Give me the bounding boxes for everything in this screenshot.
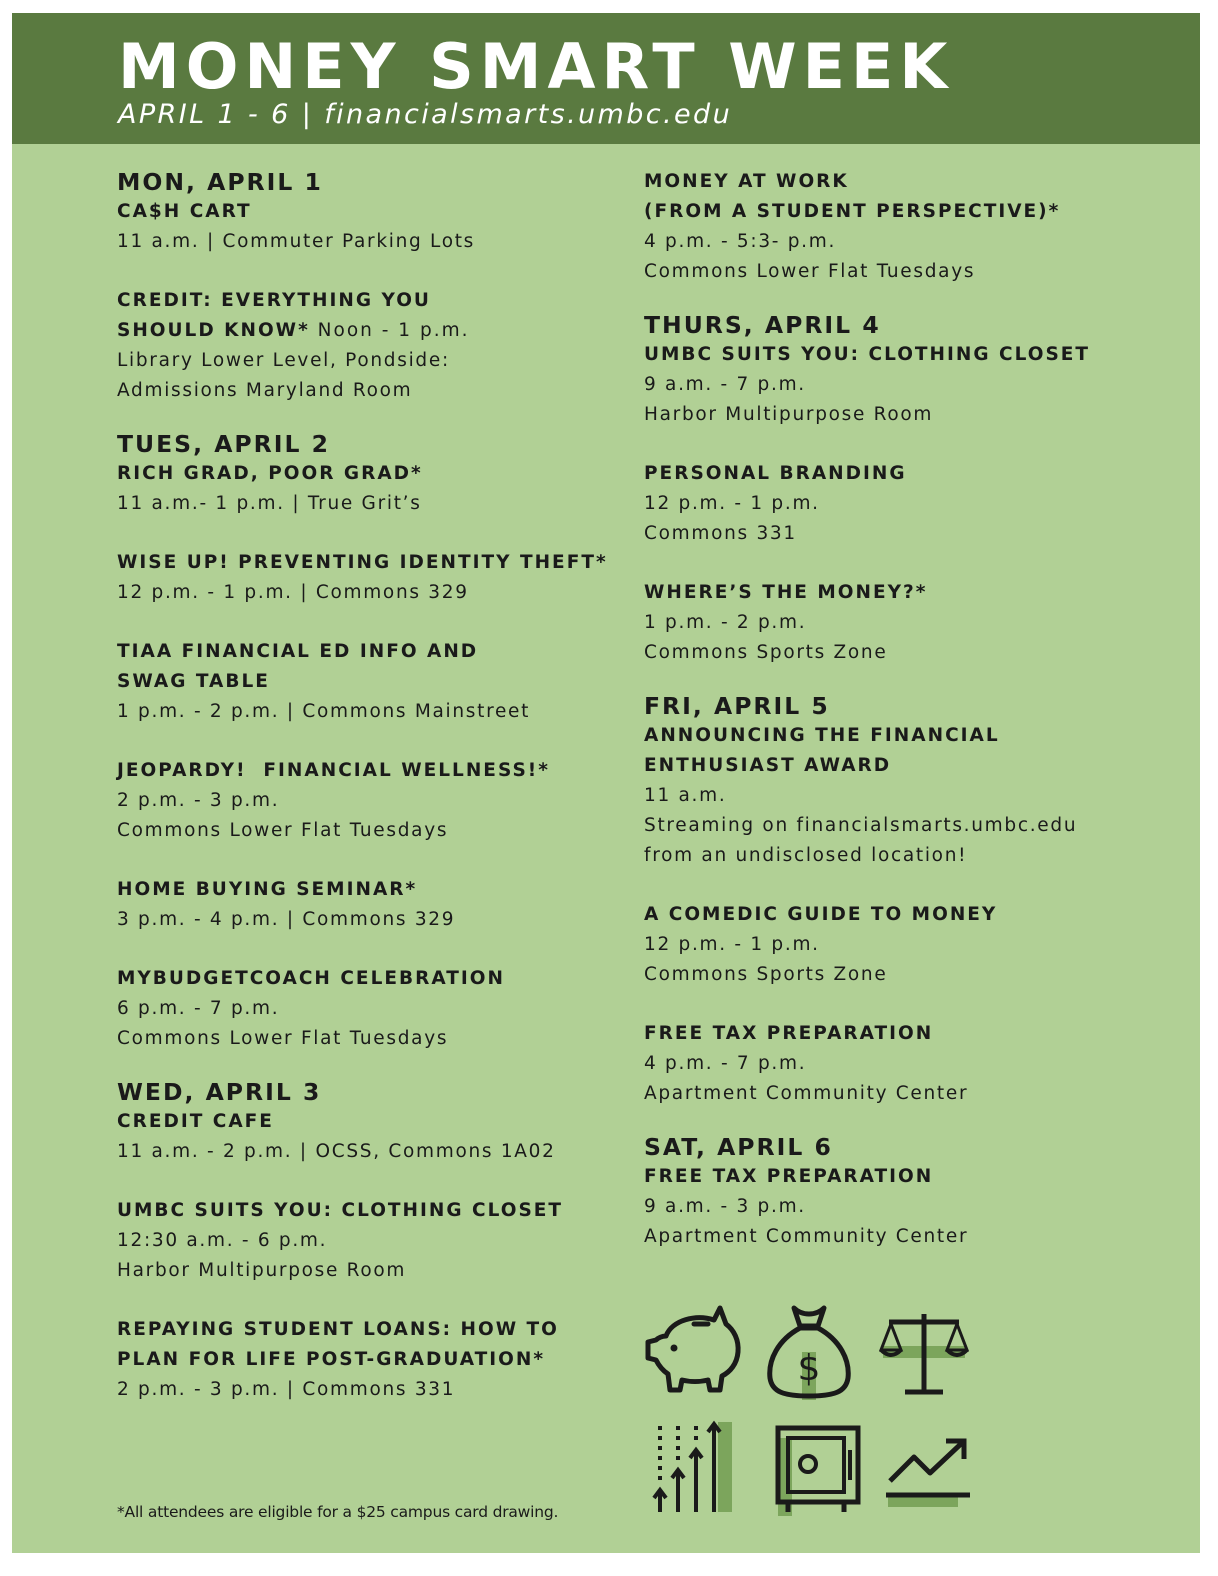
event-item: [644, 340, 1164, 430]
scales-icon: [879, 1306, 969, 1398]
event-title: MYBUDGETCOACH CELEBRATION: [117, 968, 505, 989]
event-detail: Harbor Multipurpose Room: [117, 1260, 407, 1281]
event-detail: 12 p.m. - 1 p.m.: [644, 493, 820, 514]
event-item: [117, 964, 622, 1054]
day-heading-tue: TUES, APRIL 2: [117, 430, 330, 458]
day-heading-wed: WED, APRIL 3: [117, 1078, 322, 1106]
event-title: CREDIT: EVERYTHING YOU: [117, 290, 431, 311]
event-title-with-time: [117, 316, 622, 346]
page-title: MONEY SMART WEEK: [118, 30, 954, 103]
svg-text:$: $: [797, 1348, 821, 1389]
day-heading-sat: SAT, APRIL 6: [644, 1133, 833, 1161]
event-detail: Apartment Community Center: [644, 1226, 969, 1247]
event-detail: 12 p.m. - 1 p.m.: [644, 934, 820, 955]
event-item: [117, 1315, 622, 1405]
flyer-page: [12, 13, 1200, 1553]
event-detail: Streaming on financialsmarts.umbc.edu: [644, 815, 1078, 836]
event-detail: 1 p.m. - 2 p.m. | Commons Mainstreet: [117, 701, 531, 722]
event-item: [117, 548, 622, 608]
event-detail: Commons Lower Flat Tuesdays: [117, 1028, 449, 1049]
event-detail: Library Lower Level, Pondside:: [117, 350, 450, 371]
event-title: WISE UP! PREVENTING IDENTITY THEFT*: [117, 552, 608, 573]
event-item: [117, 459, 622, 519]
event-title: ENTHUSIAST AWARD: [644, 755, 892, 776]
event-item: [117, 875, 622, 935]
event-title: A COMEDIC GUIDE TO MONEY: [644, 904, 998, 925]
event-detail: 11 a.m.- 1 p.m. | True Grit’s: [117, 493, 422, 514]
event-detail: 9 a.m. - 7 p.m.: [644, 374, 806, 395]
schedule-left-column: [117, 167, 622, 1405]
event-detail: from an undisclosed location!: [644, 845, 968, 866]
event-detail: 12 p.m. - 1 p.m. | Commons 329: [117, 582, 469, 603]
event-item: [644, 1162, 1164, 1252]
event-title: RICH GRAD, POOR GRAD*: [117, 463, 423, 484]
event-detail: 4 p.m. - 5:3- p.m.: [644, 231, 837, 252]
event-detail: 3 p.m. - 4 p.m. | Commons 329: [117, 909, 456, 930]
day-heading-fri: FRI, APRIL 5: [644, 692, 830, 720]
event-detail: 2 p.m. - 3 p.m.: [117, 790, 280, 811]
piggy-bank-icon: [644, 1298, 744, 1398]
event-detail: 12:30 a.m. - 6 p.m.: [117, 1230, 328, 1251]
event-title: HOME BUYING SEMINAR*: [117, 879, 418, 900]
event-detail: Harbor Multipurpose Room: [644, 404, 934, 425]
event-title: UMBC SUITS YOU: CLOTHING CLOSET: [644, 344, 1091, 365]
event-title: PLAN FOR LIFE POST-GRADUATION*: [117, 1349, 546, 1370]
day-heading-thu: THURS, APRIL 4: [644, 311, 881, 339]
event-title: FREE TAX PREPARATION: [644, 1023, 934, 1044]
event-item: [644, 459, 1164, 549]
event-item: [117, 197, 622, 257]
page-subtitle: APRIL 1 - 6 | financialsmarts.umbc.edu: [118, 99, 733, 130]
header-banner: [12, 13, 1200, 144]
finance-icons: [644, 1298, 974, 1518]
footnote: *All attendees are eligible for a $25 campus card drawing.: [117, 1503, 559, 1521]
safe-icon: [774, 1424, 864, 1518]
event-detail: 6 p.m. - 7 p.m.: [117, 998, 280, 1019]
event-detail: Admissions Maryland Room: [117, 380, 413, 401]
event-title: UMBC SUITS YOU: CLOTHING CLOSET: [117, 1200, 564, 1221]
event-detail: 9 a.m. - 3 p.m.: [644, 1196, 806, 1217]
event-title: WHERE’S THE MONEY?*: [644, 582, 928, 603]
event-title: CREDIT CAFE: [117, 1111, 274, 1132]
event-title: (FROM A STUDENT PERSPECTIVE)*: [644, 201, 1061, 222]
event-detail: Commons Lower Flat Tuesdays: [117, 820, 449, 841]
event-detail: 2 p.m. - 3 p.m. | Commons 331: [117, 1379, 456, 1400]
event-item: [644, 721, 1164, 871]
event-detail: 11 a.m.: [644, 785, 727, 806]
event-detail: 4 p.m. - 7 p.m.: [644, 1053, 807, 1074]
event-detail: Commons Lower Flat Tuesdays: [644, 261, 976, 282]
event-item: [117, 1196, 622, 1286]
event-item: [644, 1019, 1164, 1109]
event-item: [117, 1107, 622, 1167]
schedule-right-column: [644, 167, 1164, 1252]
event-title: FREE TAX PREPARATION: [644, 1166, 934, 1187]
event-title: ANNOUNCING THE FINANCIAL: [644, 725, 1000, 746]
event-detail: Commons Sports Zone: [644, 964, 888, 985]
event-time: Noon - 1 p.m.: [309, 320, 470, 341]
growth-arrows-icon: [652, 1416, 744, 1516]
event-title: REPAYING STUDENT LOANS: HOW TO: [117, 1319, 559, 1340]
event-detail: 11 a.m. | Commuter Parking Lots: [117, 231, 476, 252]
event-item: [117, 286, 622, 406]
event-detail: 11 a.m. - 2 p.m. | OCSS, Commons 1A02: [117, 1141, 556, 1162]
event-item: [644, 167, 1164, 287]
event-title: SHOULD KNOW*: [117, 320, 310, 341]
trend-chart-icon: [884, 1433, 974, 1513]
day-heading-mon: MON, APRIL 1: [117, 168, 323, 196]
event-item: [644, 578, 1164, 668]
event-title: PERSONAL BRANDING: [644, 463, 907, 484]
event-item: [117, 756, 622, 846]
money-bag-icon: [764, 1302, 854, 1402]
event-detail: Apartment Community Center: [644, 1083, 969, 1104]
event-title: CA$H CART: [117, 201, 252, 222]
event-detail: 1 p.m. - 2 p.m.: [644, 612, 807, 633]
event-detail: Commons 331: [644, 523, 797, 544]
event-detail: Commons Sports Zone: [644, 642, 888, 663]
event-title: MONEY AT WORK: [644, 171, 849, 192]
event-item: [644, 900, 1164, 990]
event-title: JEOPARDY! FINANCIAL WELLNESS!*: [117, 760, 550, 781]
event-title: TIAA FINANCIAL ED INFO AND: [117, 641, 479, 662]
event-title: SWAG TABLE: [117, 671, 270, 692]
event-item: [117, 637, 622, 727]
